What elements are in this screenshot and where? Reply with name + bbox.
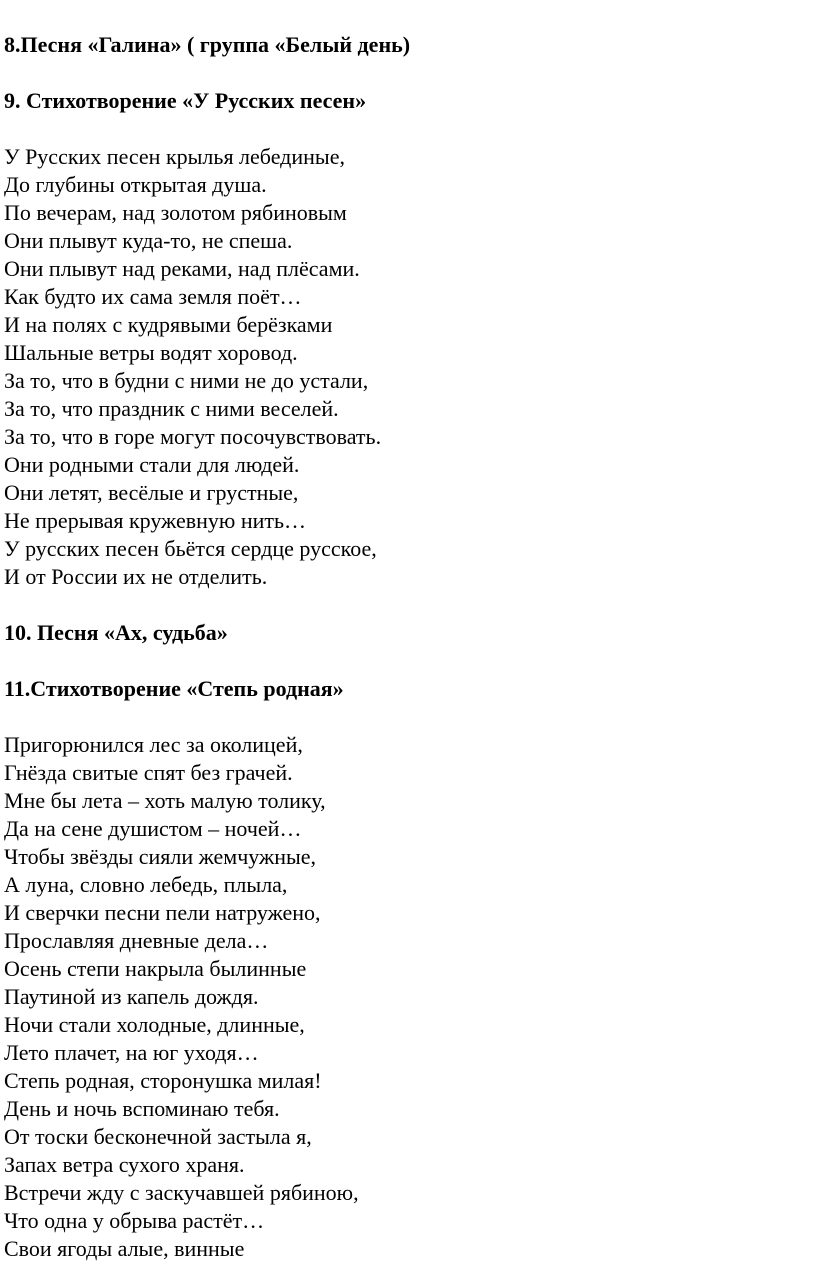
heading-poem-russian-songs: 9. Стихотворение «У Русских песен» (4, 88, 367, 113)
heading-poem-native-steppe: 11.Стихотворение «Степь родная» (4, 676, 344, 701)
poem-line: У Русских песен крылья лебединые, (4, 144, 345, 169)
poem-line: Встречи жду с заскучавшей рябиною, (4, 1180, 359, 1205)
poem-line: За то, что в будни с ними не до устали, (4, 368, 369, 393)
poem-line: До глубины открытая душа. (4, 172, 267, 197)
poem-line: Они плывут куда-то, не спеша. (4, 228, 293, 253)
poem-line: У русских песен бьётся сердце русское, (4, 536, 377, 561)
poem-line: Запах ветра сухого храня. (4, 1152, 245, 1177)
poem-line: Прославляя дневные дела… (4, 928, 269, 953)
poem-line: Паутиной из капель дождя. (4, 984, 259, 1009)
poem-line: А луна, словно лебедь, плыла, (4, 872, 288, 897)
poem-line: Да на сене душистом – ночей… (4, 816, 302, 841)
poem-line: Свои ягоды алые, винные (4, 1236, 245, 1261)
poem-line: По вечерам, над золотом рябиновым (4, 200, 347, 225)
poem-line: Не прерывая кружевную нить… (4, 508, 307, 533)
poem-line: Как будто их сама земля поёт… (4, 284, 302, 309)
poem-line: Ночи стали холодные, длинные, (4, 1012, 305, 1037)
poem-line: День и ночь вспоминаю тебя. (4, 1096, 280, 1121)
poem-line: От тоски бесконечной застыла я, (4, 1124, 312, 1149)
poem-line: Мне бы лета – хоть малую толику, (4, 788, 326, 813)
poem-line: Пригорюнился лес за околицей, (4, 732, 303, 757)
poem-line: Шальные ветры водят хоровод. (4, 340, 298, 365)
poem-line: Они родными стали для людей. (4, 452, 300, 477)
poem-line: Осень степи накрыла былинные (4, 956, 307, 981)
poem-line: Лето плачет, на юг уходя… (4, 1040, 259, 1065)
poem-line: Степь родная, сторонушка милая! (4, 1068, 322, 1093)
poem-line: Гнёзда свитые спят без грачей. (4, 760, 293, 785)
poem-line: Что одна у обрыва растёт… (4, 1208, 265, 1233)
poem-line: За то, что в горе могут посочувствовать. (4, 424, 382, 449)
heading-song-galina: 8.Песня «Галина» ( группа «Белый день) (4, 32, 411, 57)
poem-line: Они плывут над реками, над плёсами. (4, 256, 360, 281)
poem-line: Они летят, весёлые и грустные, (4, 480, 299, 505)
poem-line: За то, что праздник с ними веселей. (4, 396, 339, 421)
heading-song-akh-sudba: 10. Песня «Ах, судьба» (4, 620, 228, 645)
poem-line: Чтобы звёзды сияли жемчужные, (4, 844, 317, 869)
poem-line: И на полях с кудрявыми берёзками (4, 312, 333, 337)
poem-line: И сверчки песни пели натружено, (4, 900, 321, 925)
poem-line: И от России их не отделить. (4, 564, 268, 589)
